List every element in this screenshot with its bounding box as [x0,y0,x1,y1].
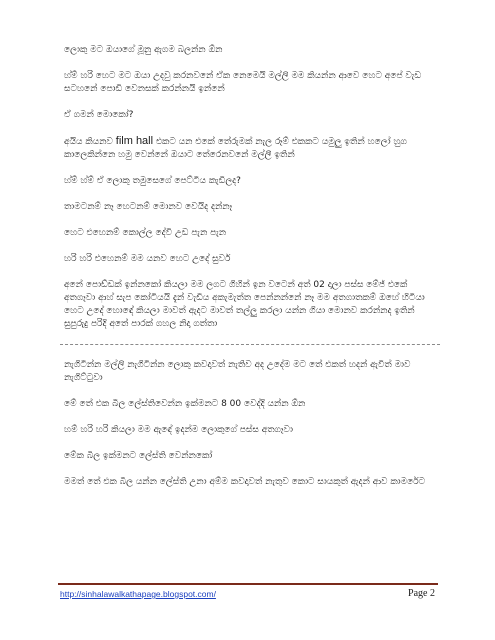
paragraph: තාමටනම් නෑ හෙටනම් මොනව වෙයිද දන්නෑ [64,202,233,212]
page-number: Page 2 [408,588,435,599]
paragraph-text: එකට යන එකේ තේරුමක් නැල රූම් එකකට යමුලු ඉතින් හලෝ හුග කාලෙකින්නෙ හමු වෙන්නේ ඔයාට තේරෙනවනේ මල්ලී ඉතින් [64,137,407,160]
film-hall-text: film hall [115,135,154,147]
paragraph: අනේ පොඩ්ඩක් ඉන්නකෝ කියලා මම ලගට ගිහින් ඉන වටෙන් අත් 02 දාලා පස්ස මේජ් එකේ අතගෑවා ආහ් සැප කෝටියයි දැන් වැඩිය අකැමැත්ත පෙන්නන්නේ නෑ මම අතගාතකම් ඔහේ හිටියා හෙට උදේ හොඳේ කියලා මාවත් ඇදට මාවත් තල්ලු කරලා යන්න ගියා මොනව කරන්නද ඉතින් සුපුරුදු පරිදි අතේ පාරක් ගහල නිදා ගත්තා [64,280,425,329]
paragraph: හ්ම් හ්ම් ඒ ලොකු තමුසෙගේ පෙට්ටිය කැඩිලද? [64,176,241,186]
footer-blog-link[interactable]: http://sinhalawalkathapage.blogspot.com/ [60,589,216,599]
paragraph: ලොකු මට ඔයාගේ මූනු ඇගම බලන්න ඕන [64,45,223,55]
paragraph-text: අයිය කියනව [64,137,116,147]
paragraph: මමත් තේ එක බීල යන්න ලේස්ති උනා අම්ම කවදාවත් නැතුව කොට සායකුත් ඇදන් ආව කාමරේට [64,477,426,487]
section-separator [60,344,440,345]
paragraph: මේ තේ එක බිල ලේස්තිවෙන්න ඉක්මනට 8 00 වෙද්දි යන්න ඕන [64,399,306,409]
paragraph: නැගිටින්න මල්ලි නැගිටින්න ලොකු කවදාවත් නැතිව අද උදේම මට තේ එකත් හදන් ඇවිත් මාව නැගිට්ටුවා [64,360,411,383]
story-body [64,44,436,502]
paragraph: හෙට එහෙනම් කොල්ල දේවි උඩ පැන පැන [64,228,227,238]
paragraph: ඒ ගමන් මොකෝ? [64,110,134,120]
footer-rule [58,583,438,585]
paragraph: හරි හරි එහෙනම් මම යනව හෙට උදේ සුවර් [64,254,231,264]
paragraph [64,135,436,162]
paragraph: හ්ම් හරි හෙට මට ඔයා උදවු කරනවනේ ඒක නෙමෙයි මල්ලි මම කියන්න ආවෙ හෙට අපේ වැඩ සටහනේ පොඩි වෙනසක් කරන්නයි ඉන්නේ [64,71,422,94]
paragraph: හම් හරි හරි කියලා මම ඇඳේ ඉදන්ම ලොකුගේ පස්ස අතගෑවා [64,425,293,435]
paragraph: මේක බිල ඉක්මනට ලේස්ති වෙන්නකෝ [64,451,213,461]
